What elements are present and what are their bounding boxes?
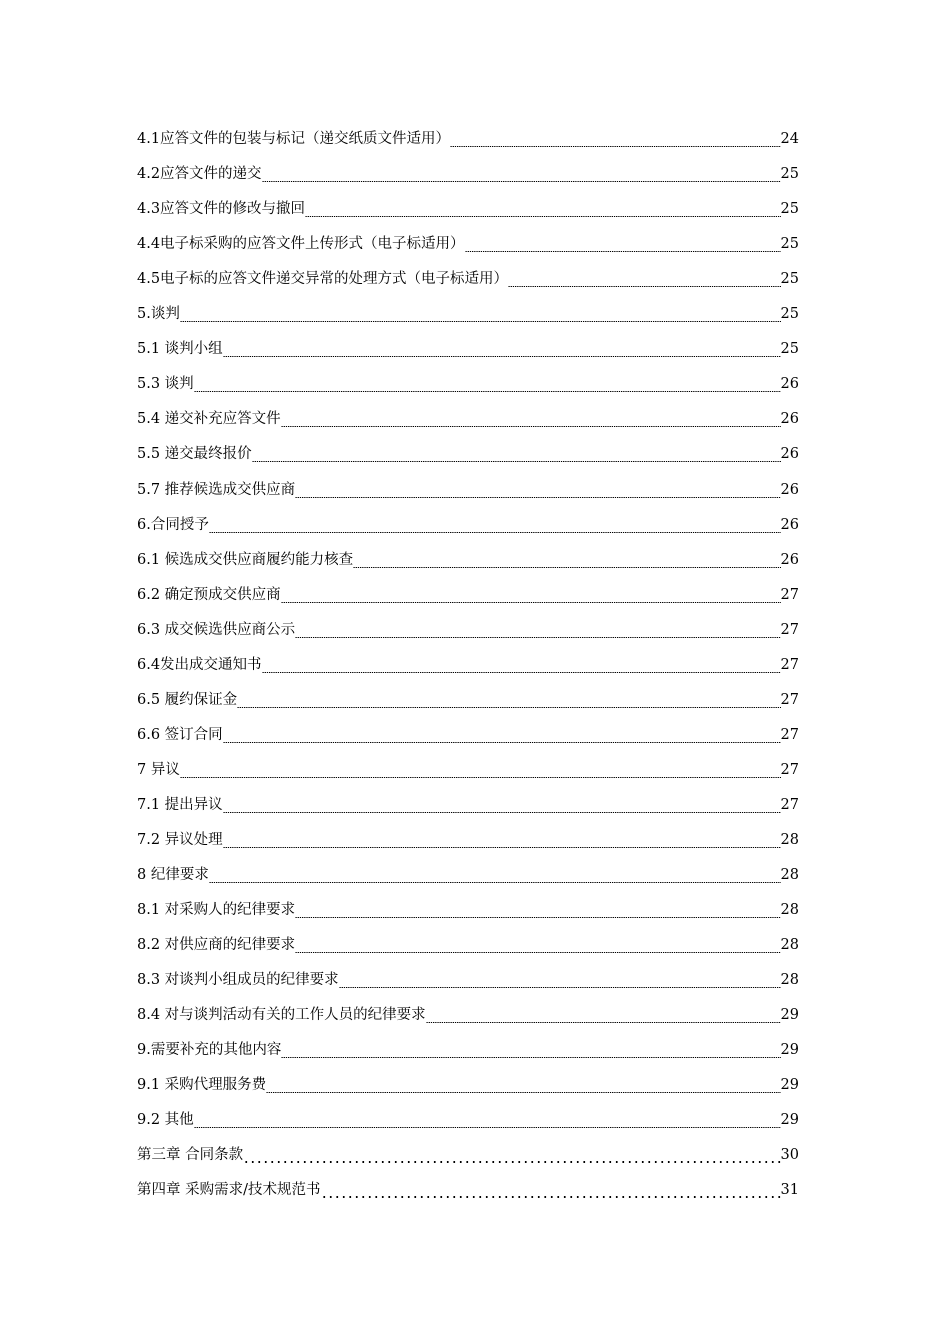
toc-dot-leader — [194, 1103, 781, 1138]
toc-entry[interactable] — [137, 1173, 799, 1208]
toc-entry-title: 第三章 合同条款 — [137, 1147, 244, 1164]
toc-entry-page-number: 28 — [780, 937, 799, 954]
toc-entry[interactable] — [137, 472, 799, 507]
toc-entry[interactable] — [137, 578, 799, 613]
toc-entry-title: 4.1应答文件的包装与标记（递交纸质文件适用） — [137, 131, 451, 148]
toc-dot-leader — [281, 578, 781, 613]
toc-dot-leader — [450, 122, 780, 157]
toc-entry-page-number: 24 — [780, 131, 799, 148]
toc-entry-page-number: 28 — [780, 902, 799, 919]
toc-entry-title: 5.7 推荐候选成交供应商 — [137, 481, 296, 498]
toc-entry[interactable] — [137, 1138, 799, 1173]
toc-entry[interactable] — [137, 332, 799, 367]
toc-dot-leader — [281, 402, 781, 437]
toc-entry[interactable] — [137, 613, 799, 648]
toc-entry-title: 8.4 对与谈判活动有关的工作人员的纪律要求 — [137, 1007, 426, 1024]
toc-dot-leader — [223, 788, 781, 823]
toc-entry-title: 7 异议 — [137, 761, 180, 778]
toc-dot-leader — [305, 192, 780, 227]
toc-dot-leader — [426, 998, 781, 1033]
toc-entry-page-number: 27 — [780, 621, 799, 638]
toc-entry-title: 5.4 递交补充应答文件 — [137, 411, 281, 428]
toc-dot-leader — [465, 227, 781, 262]
toc-entry-title: 5.5 递交最终报价 — [137, 446, 252, 463]
toc-dot-leader — [243, 1138, 780, 1173]
toc-entry-page-number: 25 — [780, 166, 799, 183]
toc-dot-leader — [295, 473, 780, 508]
toc-dot-leader — [295, 613, 780, 648]
toc-entry-title: 4.2应答文件的递交 — [137, 166, 262, 183]
toc-entry-page-number: 27 — [780, 761, 799, 778]
toc-entry[interactable] — [137, 718, 799, 753]
toc-entry[interactable] — [137, 402, 799, 437]
toc-entry[interactable] — [137, 297, 799, 332]
toc-entry-page-number: 25 — [780, 201, 799, 218]
toc-entry[interactable] — [137, 543, 799, 578]
toc-entry-page-number: 27 — [780, 691, 799, 708]
toc-entry-page-number: 28 — [780, 972, 799, 989]
toc-dot-leader — [252, 437, 781, 472]
toc-dot-leader — [295, 928, 780, 963]
toc-entry-page-number: 25 — [780, 236, 799, 253]
toc-dot-leader — [209, 508, 781, 543]
toc-dot-leader — [266, 1068, 780, 1103]
toc-dot-leader — [180, 753, 781, 788]
toc-entry[interactable] — [137, 823, 799, 858]
toc-entry[interactable] — [137, 437, 799, 472]
toc-dot-leader — [194, 367, 781, 402]
table-of-contents — [137, 122, 799, 1208]
toc-entry[interactable] — [137, 683, 799, 718]
toc-entry[interactable] — [137, 157, 799, 192]
toc-dot-leader — [262, 157, 781, 192]
toc-entry-page-number: 27 — [780, 796, 799, 813]
toc-entry-title: 9.1 采购代理服务费 — [137, 1077, 267, 1094]
toc-dot-leader — [180, 297, 781, 332]
toc-entry-title: 5.3 谈判 — [137, 376, 194, 393]
toc-entry-title: 第四章 采购需求/技术规范书 — [137, 1182, 321, 1199]
toc-entry[interactable] — [137, 788, 799, 823]
toc-entry[interactable] — [137, 227, 799, 262]
toc-dot-leader — [209, 858, 781, 893]
toc-entry[interactable] — [137, 192, 799, 227]
toc-entry-page-number: 29 — [780, 1112, 799, 1129]
toc-dot-leader — [262, 648, 781, 683]
toc-entry-page-number: 31 — [780, 1182, 799, 1199]
toc-entry-page-number: 25 — [780, 341, 799, 358]
toc-dot-leader — [321, 1173, 781, 1208]
toc-entry-page-number: 27 — [780, 726, 799, 743]
toc-entry-page-number: 26 — [780, 481, 799, 498]
toc-entry-title: 6.3 成交候选供应商公示 — [137, 621, 296, 638]
toc-entry[interactable] — [137, 893, 799, 928]
toc-entry-title: 8 纪律要求 — [137, 867, 209, 884]
toc-entry-page-number: 27 — [780, 586, 799, 603]
toc-dot-leader — [295, 893, 780, 928]
toc-entry-page-number: 25 — [780, 306, 799, 323]
toc-entry-title: 6.6 签订合同 — [137, 726, 223, 743]
toc-entry-title: 7.1 提出异议 — [137, 796, 223, 813]
toc-entry[interactable] — [137, 1033, 799, 1068]
toc-entry-title: 6.1 候选成交供应商履约能力核查 — [137, 551, 354, 568]
toc-entry-title: 6.5 履约保证金 — [137, 691, 238, 708]
toc-entry-title: 8.3 对谈判小组成员的纪律要求 — [137, 972, 339, 989]
toc-entry-page-number: 30 — [780, 1147, 799, 1164]
toc-entry-page-number: 25 — [780, 271, 799, 288]
toc-entry-title: 5.1 谈判小组 — [137, 341, 223, 358]
toc-entry-page-number: 29 — [780, 1042, 799, 1059]
toc-dot-leader — [339, 963, 781, 998]
toc-dot-leader — [223, 718, 781, 753]
toc-entry[interactable] — [137, 1103, 799, 1138]
toc-entry-page-number: 26 — [780, 376, 799, 393]
toc-entry[interactable] — [137, 122, 799, 157]
toc-dot-leader — [281, 1033, 780, 1068]
toc-entry-page-number: 28 — [780, 867, 799, 884]
toc-entry[interactable] — [137, 753, 799, 788]
toc-entry-title: 9.2 其他 — [137, 1112, 194, 1129]
toc-entry-title: 6.合同授予 — [137, 516, 209, 533]
toc-dot-leader — [353, 543, 780, 578]
toc-entry-title: 6.2 确定预成交供应商 — [137, 586, 281, 603]
toc-dot-leader — [223, 823, 781, 858]
toc-entry-title: 7.2 异议处理 — [137, 831, 223, 848]
toc-dot-leader — [223, 332, 781, 367]
toc-entry-page-number: 28 — [780, 831, 799, 848]
toc-entry[interactable] — [137, 928, 799, 963]
toc-entry-page-number: 27 — [780, 656, 799, 673]
toc-entry-page-number: 29 — [780, 1077, 799, 1094]
toc-entry-title: 5.谈判 — [137, 306, 180, 323]
toc-entry[interactable] — [137, 508, 799, 543]
toc-entry-title: 6.4发出成交通知书 — [137, 656, 262, 673]
toc-entry-page-number: 29 — [780, 1007, 799, 1024]
toc-entry[interactable] — [137, 262, 799, 297]
toc-entry[interactable] — [137, 367, 799, 402]
toc-entry-title: 4.3应答文件的修改与撤回 — [137, 201, 306, 218]
toc-entry[interactable] — [137, 963, 799, 998]
toc-entry-page-number: 26 — [780, 551, 799, 568]
toc-entry-page-number: 26 — [780, 411, 799, 428]
toc-entry[interactable] — [137, 648, 799, 683]
toc-entry-title: 4.5电子标的应答文件递交异常的处理方式（电子标适用） — [137, 271, 509, 288]
toc-entry[interactable] — [137, 858, 799, 893]
toc-dot-leader — [237, 683, 780, 718]
toc-entry-title: 9.需要补充的其他内容 — [137, 1042, 282, 1059]
toc-entry-title: 8.1 对采购人的纪律要求 — [137, 902, 296, 919]
toc-entry-title: 4.4电子标采购的应答文件上传形式（电子标适用） — [137, 236, 465, 253]
toc-entry-title: 8.2 对供应商的纪律要求 — [137, 937, 296, 954]
toc-entry[interactable] — [137, 1068, 799, 1103]
toc-entry-page-number: 26 — [780, 446, 799, 463]
toc-entry-page-number: 26 — [780, 516, 799, 533]
toc-entry[interactable] — [137, 998, 799, 1033]
toc-dot-leader — [508, 262, 780, 297]
